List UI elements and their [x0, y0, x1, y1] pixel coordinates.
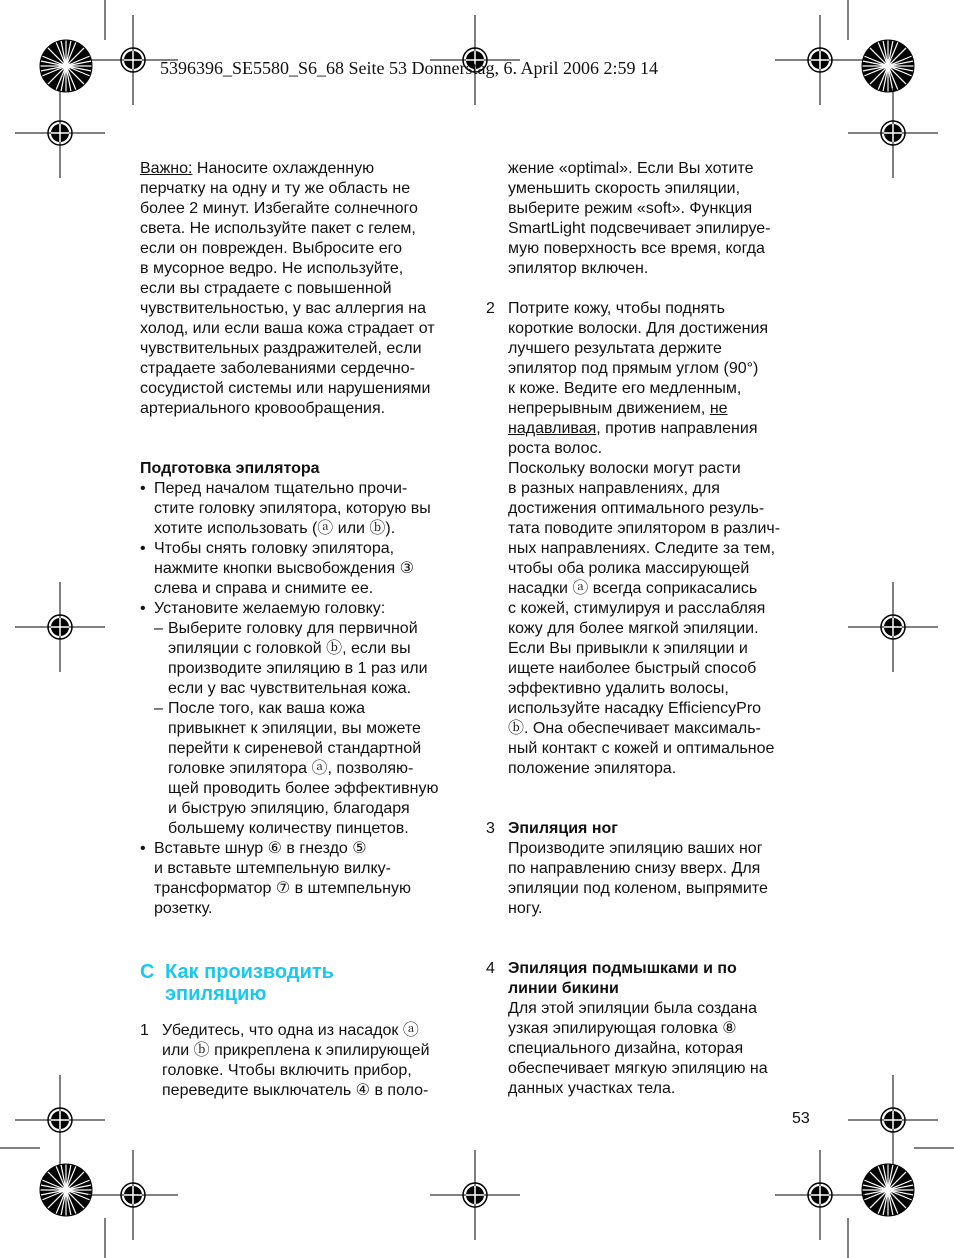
step-line: лучшего результата держите [508, 340, 722, 357]
step-line: в разных направлениях, для [508, 480, 720, 497]
step-line: Для этой эпиляции была создана [508, 1000, 757, 1017]
warning-line: артериального кровообращения. [140, 400, 386, 417]
sub-list-item [140, 699, 470, 839]
step-line: Производите эпиляцию ваших ног [508, 840, 763, 857]
step-line: Поскольку волоски могут расти [508, 460, 741, 477]
print-header: 5396396_SE5580_S6_68 Seite 53 Donnerstag, 6. April 2006 2:59 14 [160, 58, 658, 78]
step-line: Если Вы привыкли к эпиляции и [508, 640, 748, 657]
list-line: Чтобы снять головку эпилятора, [154, 540, 395, 557]
step-line: ных направлениях. Следите за тем, [508, 540, 776, 557]
step-item [486, 819, 821, 919]
step-heading: Эпиляция подмышками и по [508, 960, 737, 977]
dash-mark: – [154, 700, 163, 717]
list-line: и вставьте штемпельную вилку- [154, 860, 391, 877]
step-line: тата поводите эпилятором в различ- [508, 520, 781, 537]
bullet-mark: • [140, 840, 146, 857]
list-line: розетку. [154, 900, 213, 917]
step-line: уменьшить скорость эпиляции, [508, 180, 741, 197]
step-line: к коже. Ведите его медленным, [508, 380, 742, 397]
step-line: эпилятор включен. [508, 260, 649, 277]
list-item [140, 839, 470, 919]
step-line: эпилятор под прямым углом (90°) [508, 360, 759, 377]
warning-line: чувствительных раздражителей, если [140, 340, 422, 357]
section-heading [140, 961, 470, 1005]
step-line: эпиляции под коленом, выпрямите [508, 880, 768, 897]
prep-heading: Подготовка эпилятора [140, 460, 320, 477]
step-line: или ⓑ прикреплена к эпилирующей [162, 1042, 430, 1059]
warning-line: если вы страдаете с повышенной [140, 280, 392, 297]
step-line: ⓑ. Она обеспечивает максималь- [508, 720, 761, 737]
step-line: SmartLight подсвечивает эпилируе- [508, 220, 771, 237]
list-line: Перед началом тщательно прочи- [154, 480, 408, 497]
step-line: выберите режим «soft». Функция [508, 200, 753, 217]
step-line [508, 419, 821, 439]
step-line: Убедитесь, что одна из насадок ⓐ [162, 1022, 419, 1039]
step-line: эффективно удалить волосы, [508, 680, 729, 697]
step-line: насадки ⓐ всегда соприкасались [508, 580, 758, 597]
step-line: короткие волоски. Для достижения [508, 320, 769, 337]
page-number: 53 [792, 1110, 810, 1127]
step-line: по направлению снизу вверх. Для [508, 860, 761, 877]
step-line: узкая эпилирующая головка ⑧ [508, 1020, 737, 1037]
step-line: головке. Чтобы включить прибор, [162, 1062, 412, 1079]
list-item [140, 599, 470, 619]
step-line: с кожей, стимулируя и расслабляя [508, 600, 766, 617]
emphasis-text: не [709, 400, 728, 417]
step-line: используйте насадку EfficiencyPro [508, 700, 762, 717]
list-item [140, 479, 470, 539]
warning-line: более 2 минут. Избегайте солнечного [140, 200, 418, 217]
sub-list-item [140, 619, 470, 699]
list-line: Вставьте шнур ⑥ в гнездо ⑤ [154, 840, 367, 857]
list-item [140, 539, 470, 599]
warning-paragraph [140, 159, 470, 179]
list-line: После того, как ваша кожа [168, 700, 365, 717]
list-line: головке эпилятора ⓐ, позволяю- [168, 760, 414, 777]
warning-line: страдаете заболеваниями сердечно- [140, 360, 415, 377]
step-number: 3 [486, 820, 495, 837]
step-item [486, 299, 821, 779]
step-text: непрерывным движением, [508, 400, 710, 417]
step-line: жение «optimal». Если Вы хотите [508, 160, 754, 177]
warning-line: перчатку на одну и ту же область не [140, 180, 411, 197]
section-title-line: Как производить [165, 961, 334, 983]
step-line: специального дизайна, которая [508, 1040, 744, 1057]
section-title-line: эпиляцию [165, 983, 267, 1005]
list-line: трансформатор ⑦ в штемпельную [154, 880, 412, 897]
step-number: 4 [486, 960, 495, 977]
warning-line: сосудистой системы или нарушениями [140, 380, 431, 397]
step-number: 2 [486, 300, 495, 317]
list-line: и быструю эпиляцию, благодаря [168, 800, 410, 817]
list-line: производите эпиляцию в 1 раз или [168, 660, 428, 677]
step-line: чтобы оба ролика массирующей [508, 560, 750, 577]
step-line: ногу. [508, 900, 543, 917]
list-line: слева и справа и снимите ее. [154, 580, 374, 597]
list-line: Установите желаемую головку: [154, 600, 386, 617]
warning-line: Наносите охлажденную [192, 160, 375, 177]
step-line: Потрите кожу, чтобы поднять [508, 300, 725, 317]
step-text: , против направления [596, 420, 758, 437]
bullet-mark: • [140, 600, 146, 617]
step-line: роста волос. [508, 440, 603, 457]
right-column [486, 159, 821, 1099]
step-line: обеспечивает мягкую эпиляцию на [508, 1060, 768, 1077]
list-line: если у вас чувствительная кожа. [168, 680, 412, 697]
step-line: положение эпилятора. [508, 760, 677, 777]
step-line: переведите выключатель ④ в поло- [162, 1082, 429, 1099]
step-item [486, 959, 821, 1099]
step-line: ный контакт с кожей и оптимальное [508, 740, 775, 757]
section-letter: C [140, 961, 155, 983]
dash-mark: – [154, 620, 163, 637]
emphasis-text: надавливая [508, 420, 597, 437]
warning-line: если он поврежден. Выбросите его [140, 240, 402, 257]
step-line: достижения оптимального резуль- [508, 500, 765, 517]
left-column [140, 159, 470, 1101]
warning-line: в мусорное ведро. Не используйте, [140, 260, 404, 277]
list-line: стите головку эпилятора, которую вы [154, 500, 431, 517]
step1-continuation [486, 159, 821, 279]
step-heading: Эпиляция ног [508, 820, 618, 837]
list-line: эпиляции с головкой ⓑ, если вы [168, 640, 411, 657]
list-line: привыкнет к эпиляции, вы можете [168, 720, 421, 737]
list-line: нажмите кнопки высвобождения ③ [154, 560, 414, 577]
list-line: щей проводить более эффективную [168, 780, 439, 797]
list-line: хотите использовать (ⓐ или ⓑ). [154, 520, 396, 537]
step-number: 1 [140, 1022, 149, 1039]
warning-line: света. Не используйте пакет с гелем, [140, 220, 416, 237]
step-line [508, 399, 821, 419]
list-line: большему количеству пинцетов. [168, 820, 409, 837]
warning-label: Важно: [140, 160, 193, 177]
step-line: кожу для более мягкой эпиляции. [508, 620, 759, 637]
list-line: Выберите головку для первичной [168, 620, 418, 637]
bullet-mark: • [140, 540, 146, 557]
step-line: ищете наиболее быстрый способ [508, 660, 757, 677]
step-item [140, 1021, 470, 1101]
bullet-mark: • [140, 480, 146, 497]
step-line: данных участках тела. [508, 1080, 676, 1097]
warning-line: чувствительностью, у вас аллергия на [140, 300, 426, 317]
warning-line: холод, или если ваша кожа страдает от [140, 320, 435, 337]
step-line: мую поверхность все время, когда [508, 240, 765, 257]
list-line: перейти к сиреневой стандартной [168, 740, 422, 757]
step-heading: линии бикини [508, 980, 619, 997]
